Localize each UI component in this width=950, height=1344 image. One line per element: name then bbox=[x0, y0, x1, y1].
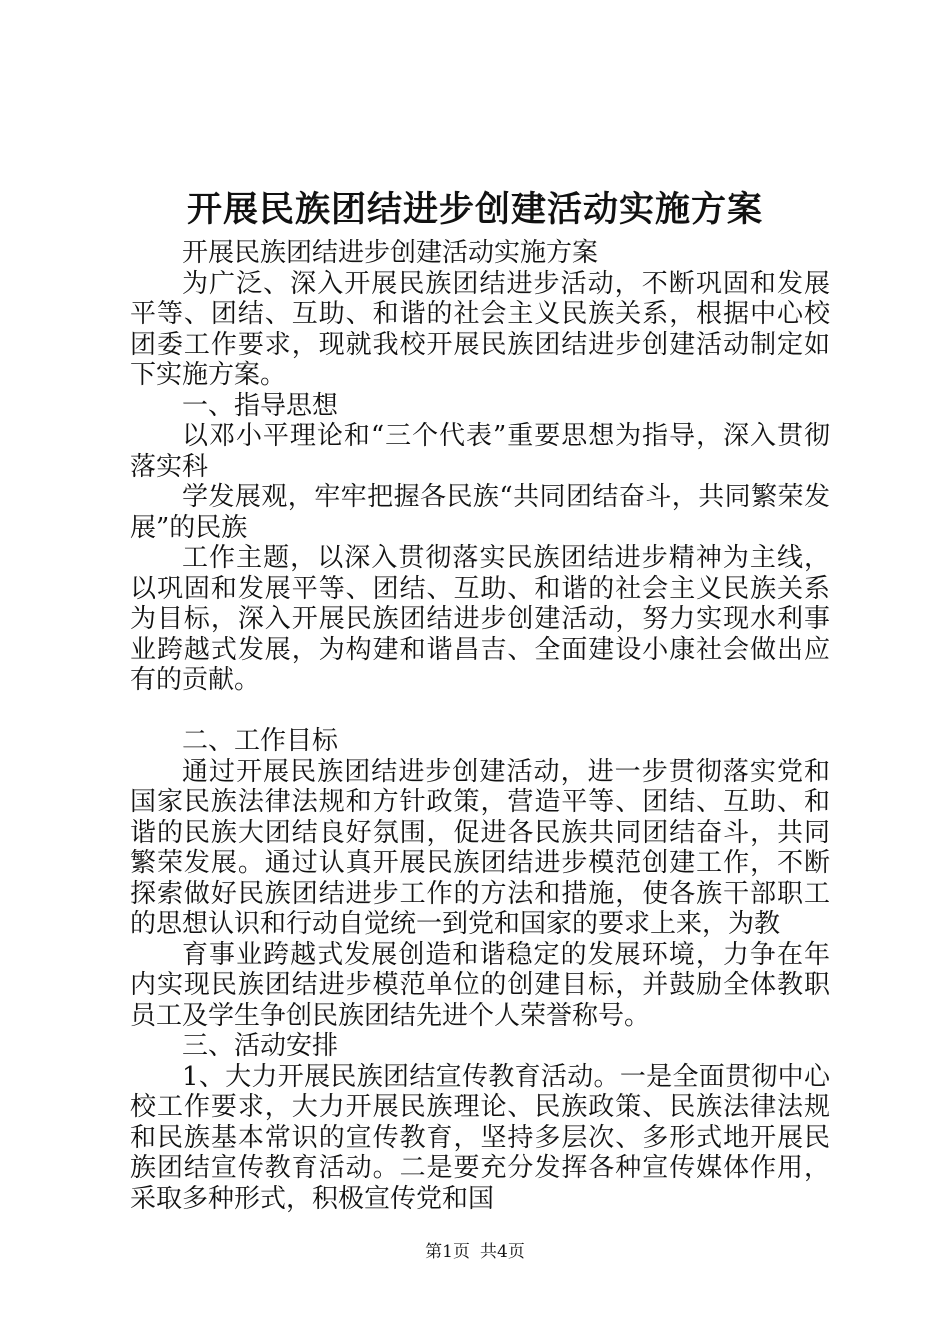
activity-plan-paragraph-1: 1、大力开展民族团结宣传教育活动。一是全面贯彻中心校工作要求，大力开展民族理论、民族政策、民族法律法规和民族基本常识的宣传教育，坚持多层次、多形式地开展民族团结宣传教育活动。二是要充分发挥各种宣传媒体作用，采取多种形式，积极宣传党和国 bbox=[130, 1061, 830, 1214]
page-footer bbox=[0, 1240, 950, 1264]
blank-line bbox=[130, 696, 830, 727]
guiding-thought-paragraph-3: 工作主题，以深入贯彻落实民族团结进步精神为主线，以巩固和发展平等、团结、互助、和谐的社会主义民族关系为目标，深入开展民族团结进步创建活动，努力实现水利事业跨越式发展，为构建和谐昌吉、全面建设小康社会做出应有的贡献。 bbox=[130, 543, 830, 695]
work-goals-paragraph-2: 育事业跨越式发展创造和谐稳定的发展环境，力争在年内实现民族团结进步模范单位的创建目标，并鼓励全体教职员工及学生争创民族团结先进个人荣誉称号。 bbox=[130, 939, 830, 1031]
work-goals-paragraph-1: 通过开展民族团结进步创建活动，进一步贯彻落实党和国家民族法律法规和方针政策，营造平等、团结、互助、和谐的民族大团结良好氛围，促进各民族共同团结奋斗，共同繁荣发展。通过认真开展民族团结进步模范创建工作，不断探索做好民族团结进步工作的方法和措施，使各族干部职工的思想认识和行动自觉统一到党和国家的要求上来，为教 bbox=[130, 756, 830, 939]
document-body bbox=[130, 238, 830, 1214]
section-heading-work-goals: 二、工作目标 bbox=[182, 726, 339, 756]
guiding-thought-paragraph-2: 学发展观，牢牢把握各民族“共同团结奋斗，共同繁荣发展”的民族 bbox=[130, 482, 830, 543]
document-title: 开展民族团结进步创建活动实施方案 bbox=[186, 189, 763, 230]
intro-paragraph: 为广泛、深入开展民族团结进步活动，不断巩固和发展平等、团结、互助、和谐的社会主义民族关系，根据中心校团委工作要求，现就我校开展民族团结进步创建活动制定如下实施方案。 bbox=[130, 268, 830, 390]
section-heading-activity-plan: 三、活动安排 bbox=[182, 1031, 339, 1061]
subtitle-paragraph: 开展民族团结进步创建活动实施方案 bbox=[182, 238, 599, 268]
section-heading-guiding-thought: 一、指导思想 bbox=[182, 390, 339, 421]
page-total: 共4页 bbox=[480, 1242, 525, 1262]
page-number: 第1页 bbox=[425, 1242, 470, 1262]
guiding-thought-paragraph-1: 以邓小平理论和“三个代表”重要思想为指导，深入贯彻落实科 bbox=[130, 421, 830, 482]
